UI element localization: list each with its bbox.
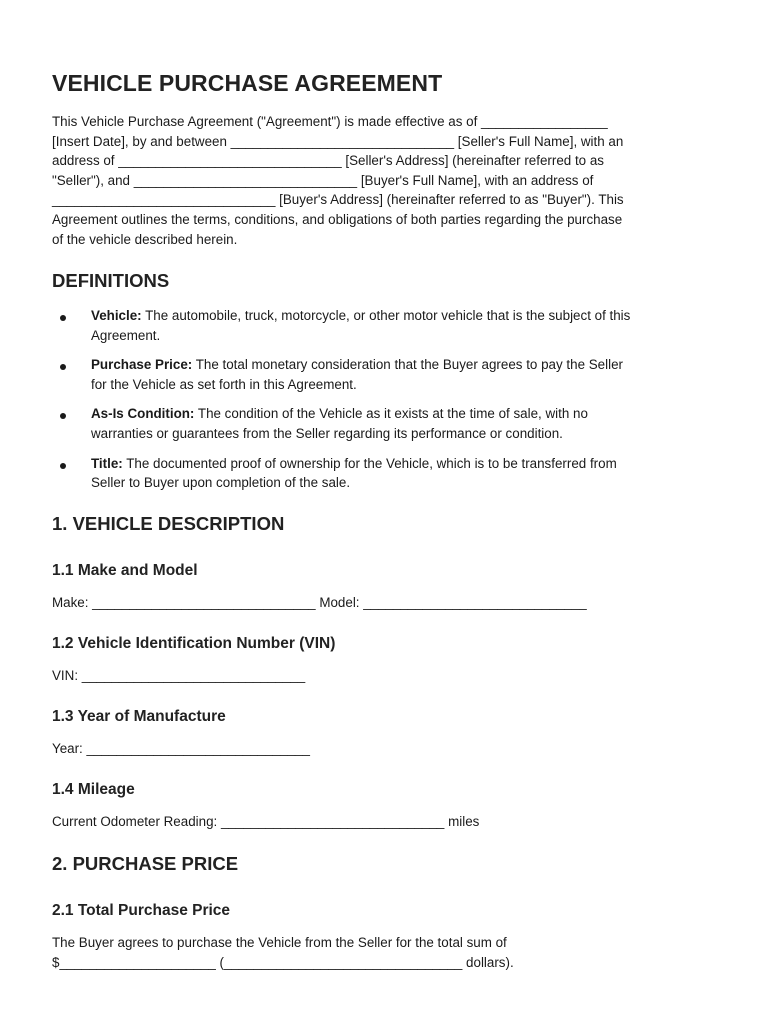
definitions-heading: DEFINITIONS	[52, 270, 170, 291]
bullet-icon	[60, 463, 66, 469]
section-2-heading: 2. PURCHASE PRICE	[52, 853, 239, 874]
purchase-price-text: The Buyer agrees to purchase the Vehicle from the Seller for the total sum of	[52, 935, 507, 950]
definition-text: The condition of the Vehicle as it exists at the time of sale, with no	[194, 406, 588, 422]
document-title: VEHICLE PURCHASE AGREEMENT	[52, 70, 443, 96]
definition-item-purchase-price	[52, 355, 720, 394]
definition-item-as-is-condition	[52, 404, 720, 443]
intro-line: [Insert Date], by and between ______________________________ [Seller's Full Name], with an	[52, 133, 624, 149]
section-1-2-heading: 1.2 Vehicle Identification Number (VIN)	[52, 635, 336, 652]
definition-text: The automobile, truck, motorcycle, or other motor vehicle that is the subject of this	[141, 308, 631, 323]
definition-text: The total monetary consideration that the Buyer agrees to pay the Seller	[192, 357, 623, 373]
definition-text: warranties or guarantees from the Seller regarding its performance or condition.	[91, 425, 563, 441]
intro-line: Agreement outlines the terms, conditions, and obligations of both parties regarding the purchase	[52, 211, 623, 227]
definition-term: As-Is Condition:	[91, 406, 195, 422]
intro-line: This Vehicle Purchase Agreement ("Agreement") is made effective as of _________________	[52, 114, 608, 129]
definition-text: for the Vehicle as set forth in this Agreement.	[91, 376, 357, 392]
section-2-1-heading: 2.1 Total Purchase Price	[52, 902, 231, 919]
definition-term: Purchase Price:	[91, 357, 193, 373]
intro-line: of the vehicle described herein.	[52, 231, 238, 247]
definition-text: Seller to Buyer upon completion of the sale.	[91, 475, 351, 491]
section-1-4-heading: 1.4 Mileage	[52, 781, 135, 798]
intro-line: ______________________________ [Buyer's Address] (hereinafter referred to as "Buyer"). This	[52, 192, 624, 208]
purchase-price-paragraph	[52, 933, 514, 972]
section-1-heading: 1. VEHICLE DESCRIPTION	[52, 513, 285, 534]
intro-paragraph	[52, 112, 720, 249]
definition-item-title	[52, 454, 720, 493]
vin-field[interactable]: VIN: ______________________________	[52, 668, 306, 683]
year-field[interactable]: Year: ______________________________	[52, 741, 310, 756]
section-1-1-heading: 1.1 Make and Model	[52, 562, 198, 579]
make-model-field[interactable]: Make: ______________________________ Model: ______________________________	[52, 595, 587, 610]
purchase-price-field[interactable]: $_____________________ (________________________________ dollars).	[52, 954, 514, 970]
odometer-field[interactable]: Current Odometer Reading: ______________________________ miles	[52, 814, 480, 829]
section-1-3-heading: 1.3 Year of Manufacture	[52, 708, 226, 725]
bullet-icon	[60, 413, 66, 419]
bullet-icon	[60, 315, 66, 321]
intro-line: "Seller"), and ______________________________ [Buyer's Full Name], with an address of	[52, 172, 594, 188]
definition-text: Agreement.	[91, 327, 161, 343]
intro-line: address of ______________________________ [Seller's Address] (hereinafter referred to as	[52, 153, 604, 169]
definition-item-vehicle	[52, 306, 720, 345]
definition-term: Vehicle:	[91, 308, 142, 323]
definition-text: The documented proof of ownership for the Vehicle, which is to be transferred from	[122, 455, 617, 471]
bullet-icon	[60, 364, 66, 370]
definitions-list	[52, 306, 720, 503]
definition-term: Title:	[91, 455, 123, 471]
